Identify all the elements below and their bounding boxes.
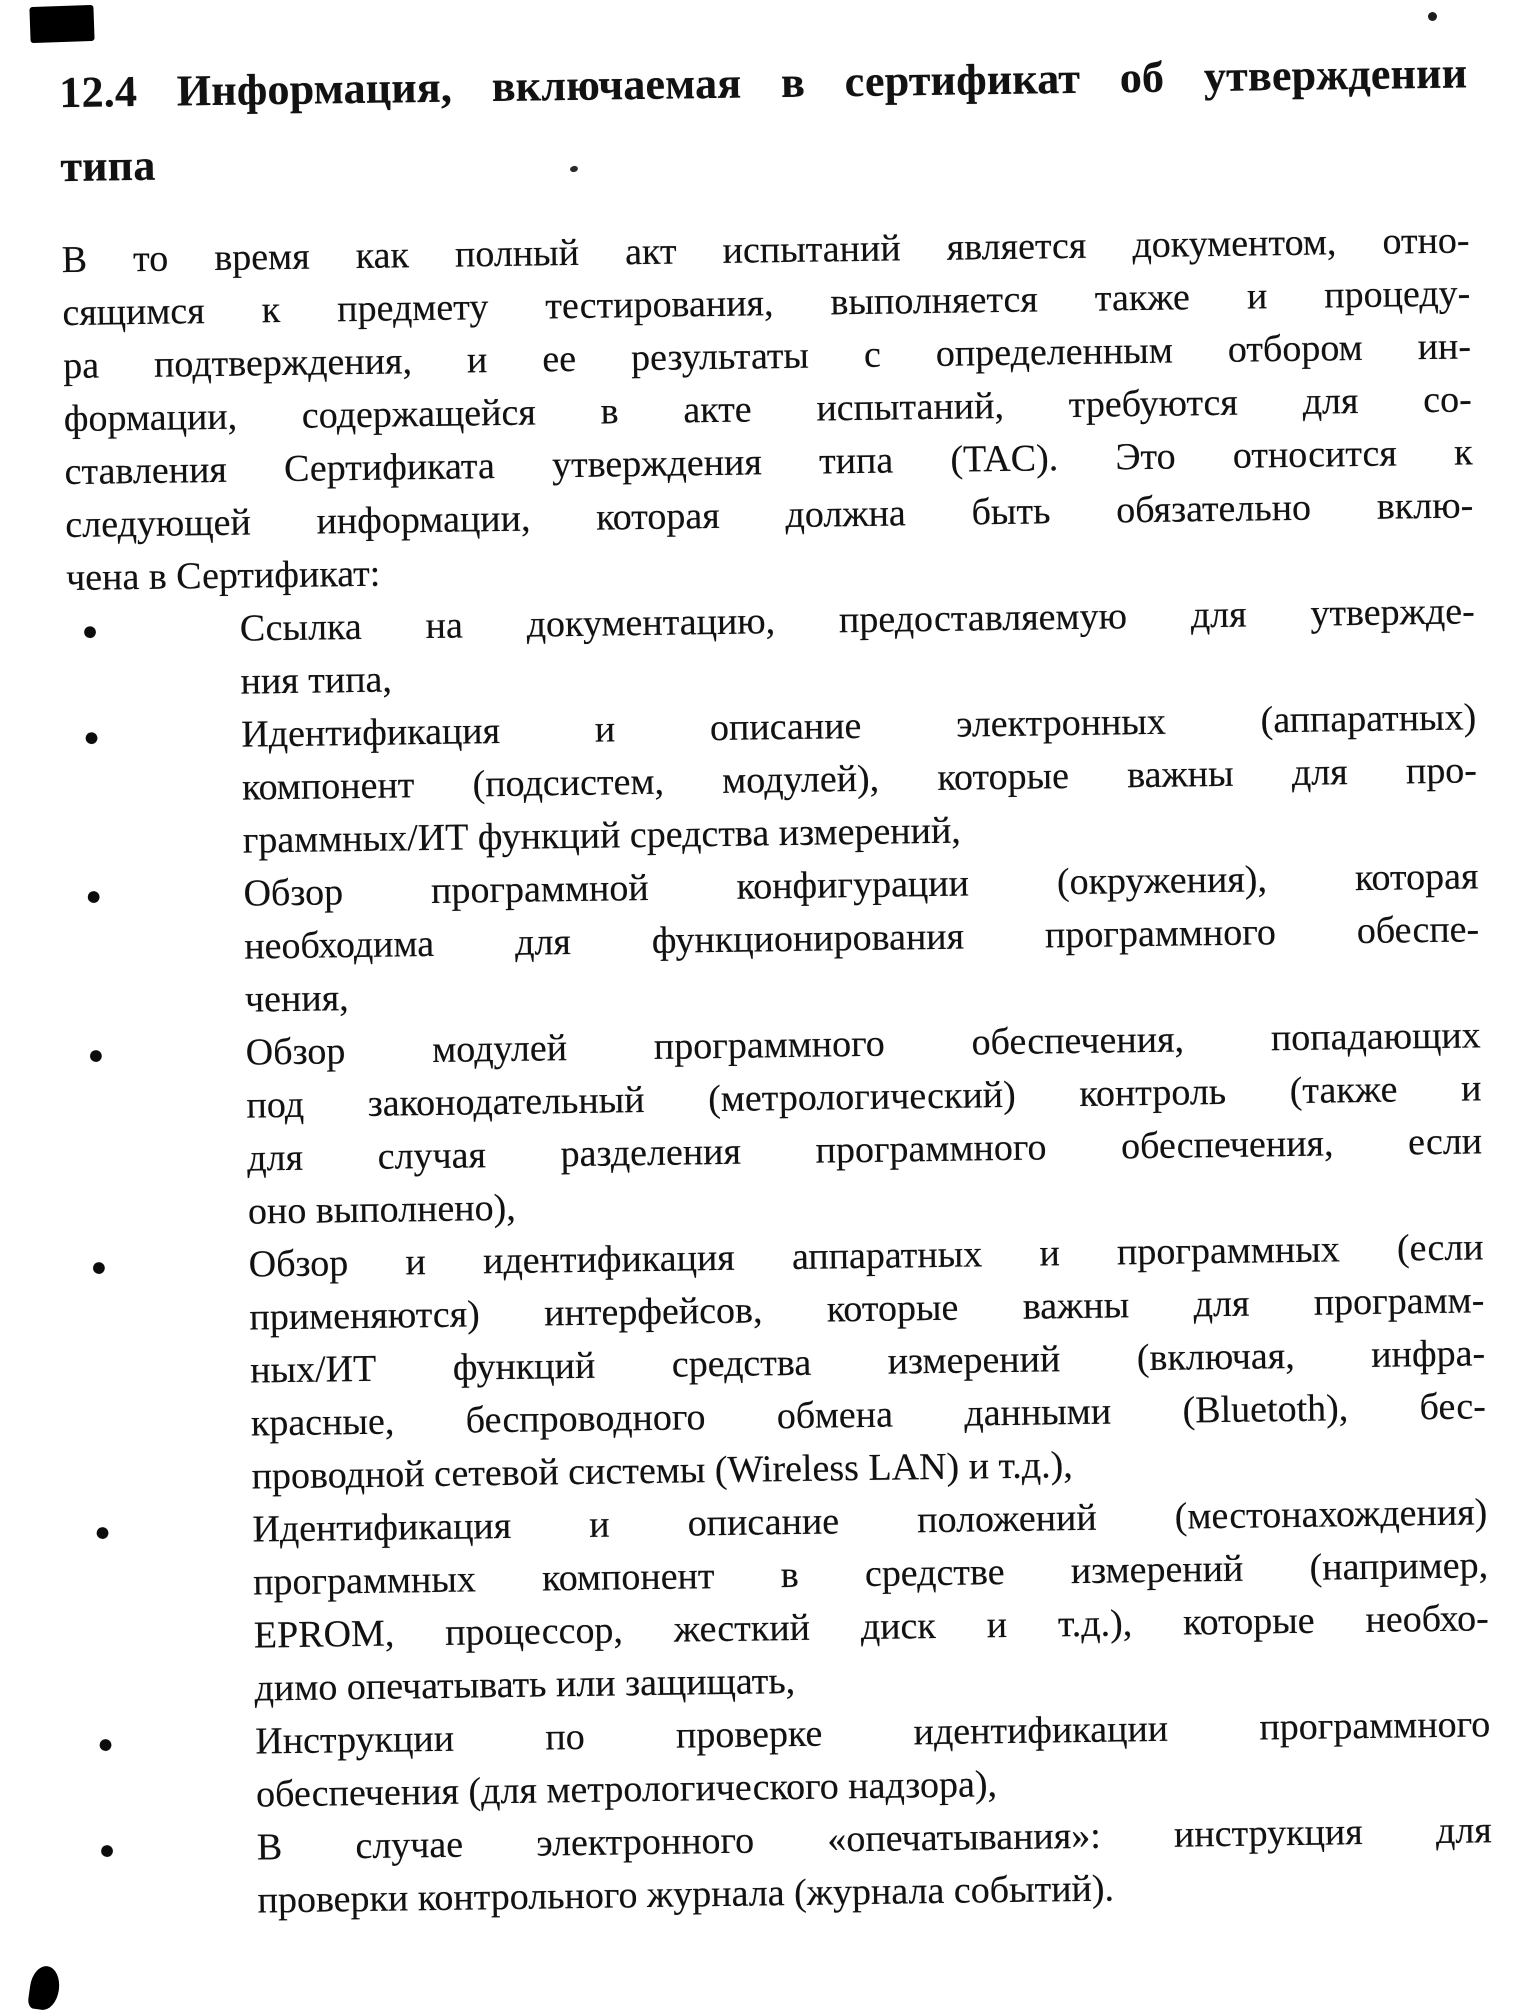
text-line: Инструкции по проверке идентификации программного (255, 1703, 1491, 1763)
text-line: программных компонент в средстве измерений (например, (252, 1544, 1489, 1604)
text-line: формации, содержащейся в акте испытаний, требуются для со- (63, 378, 1473, 441)
heading-line: типа (60, 140, 156, 192)
text-line: необходима для функционирования программного обеспе- (243, 908, 1480, 968)
bullet-text (241, 691, 1478, 867)
text-line: ставления Сертификата утверждения типа (TAC). Это относится к (64, 431, 1473, 494)
text-line: Идентификация и описание положений (местонахождения) (252, 1491, 1488, 1551)
bullet-item (79, 1486, 1490, 1718)
bullet-text (255, 1698, 1491, 1821)
text-line: сящимся к предмету тестирования, выполняется также и процеду- (62, 272, 1471, 335)
text-line: обеспечения (для метрологического надзора), (255, 1763, 998, 1816)
bullet-text (252, 1486, 1490, 1715)
text-line: В случае электронного «опечатывания»: инструкция для (256, 1809, 1493, 1869)
text-line: ных/ИТ функций средства измерений (включая, инфра- (249, 1332, 1486, 1392)
text-line: Обзор и идентификация аппаратных и программных (если (248, 1226, 1484, 1286)
text-line: чена в Сертификат: (65, 552, 381, 600)
bullet-dot: ● (85, 880, 103, 911)
text-line: под законодательный (метрологический) контроль (также и (246, 1067, 1482, 1127)
bullet-item (84, 1804, 1493, 1930)
text-line: Ссылка на документацию, предоставляемую для утвержде- (239, 590, 1476, 650)
heading-line: 12.4 Информация, включаемая в сертификат об утверждении (58, 48, 1468, 118)
bullet-dot: ● (87, 1039, 105, 1070)
bullet-text (256, 1804, 1492, 1927)
text-line: чения, (244, 977, 349, 1021)
bullet-item (66, 585, 1475, 711)
scan-artifact-bottom-left (27, 1964, 62, 2011)
intro-paragraph (61, 214, 1474, 605)
text-line: проводной сетевой системы (Wireless LAN) и т.д.), (251, 1444, 1074, 1498)
text-line: красные, беспроводного обмена данными (Bluetoth), бес- (250, 1385, 1487, 1445)
bullet-list (66, 585, 1492, 1930)
bullet-dot: ● (97, 1728, 114, 1759)
text-line: димо опечатывать или защищать, (254, 1659, 796, 1710)
text-line: ра подтверждения, и ее результаты с определенным отбором ин- (62, 325, 1472, 388)
bullet-text (239, 585, 1475, 708)
text-line: оно выполнено), (247, 1186, 517, 1233)
bullet-item (75, 1221, 1487, 1506)
bullet-dot: ● (94, 1516, 111, 1547)
text-line: граммных/ИТ функций средства измерений, (242, 809, 962, 862)
text-line: ния типа, (240, 658, 393, 703)
bullet-text (245, 1009, 1483, 1238)
text-line: В то время как полный акт испытаний является документом, отно- (61, 219, 1470, 282)
section-heading (59, 36, 1469, 204)
bullet-text (243, 850, 1480, 1026)
text-line: Обзор программной конфигурации (окружения), которая (243, 855, 1479, 915)
text-line: компонент (подсистем, модулей), которые важны для про- (241, 749, 1478, 809)
text-line: EPROM, процессор, жесткий диск и т.д.), которые необхо- (253, 1597, 1490, 1657)
bullet-dot: ● (90, 1251, 108, 1282)
bullet-item (70, 850, 1480, 1029)
bullet-text (248, 1221, 1487, 1503)
bullet-item (72, 1009, 1483, 1241)
bullet-dot: ● (83, 721, 100, 752)
bullet-dot: ● (98, 1834, 116, 1865)
text-line: следующей информации, которая должна быть обязательно вклю- (65, 484, 1474, 547)
bullet-item (68, 691, 1478, 870)
bullet-dot: ● (81, 615, 99, 646)
text-line: для случая разделения программного обеспечения, если (246, 1120, 1483, 1180)
bullet-item (82, 1698, 1491, 1824)
text-line: Обзор модулей программного обеспечения, попадающих (245, 1014, 1481, 1074)
text-line: Идентификация и описание электронных (аппаратных) (241, 696, 1477, 756)
text-line: проверки контрольного журнала (журнала событий). (257, 1867, 1115, 1922)
text-line: применяются) интерфейсов, которые важны для программ- (249, 1279, 1485, 1339)
